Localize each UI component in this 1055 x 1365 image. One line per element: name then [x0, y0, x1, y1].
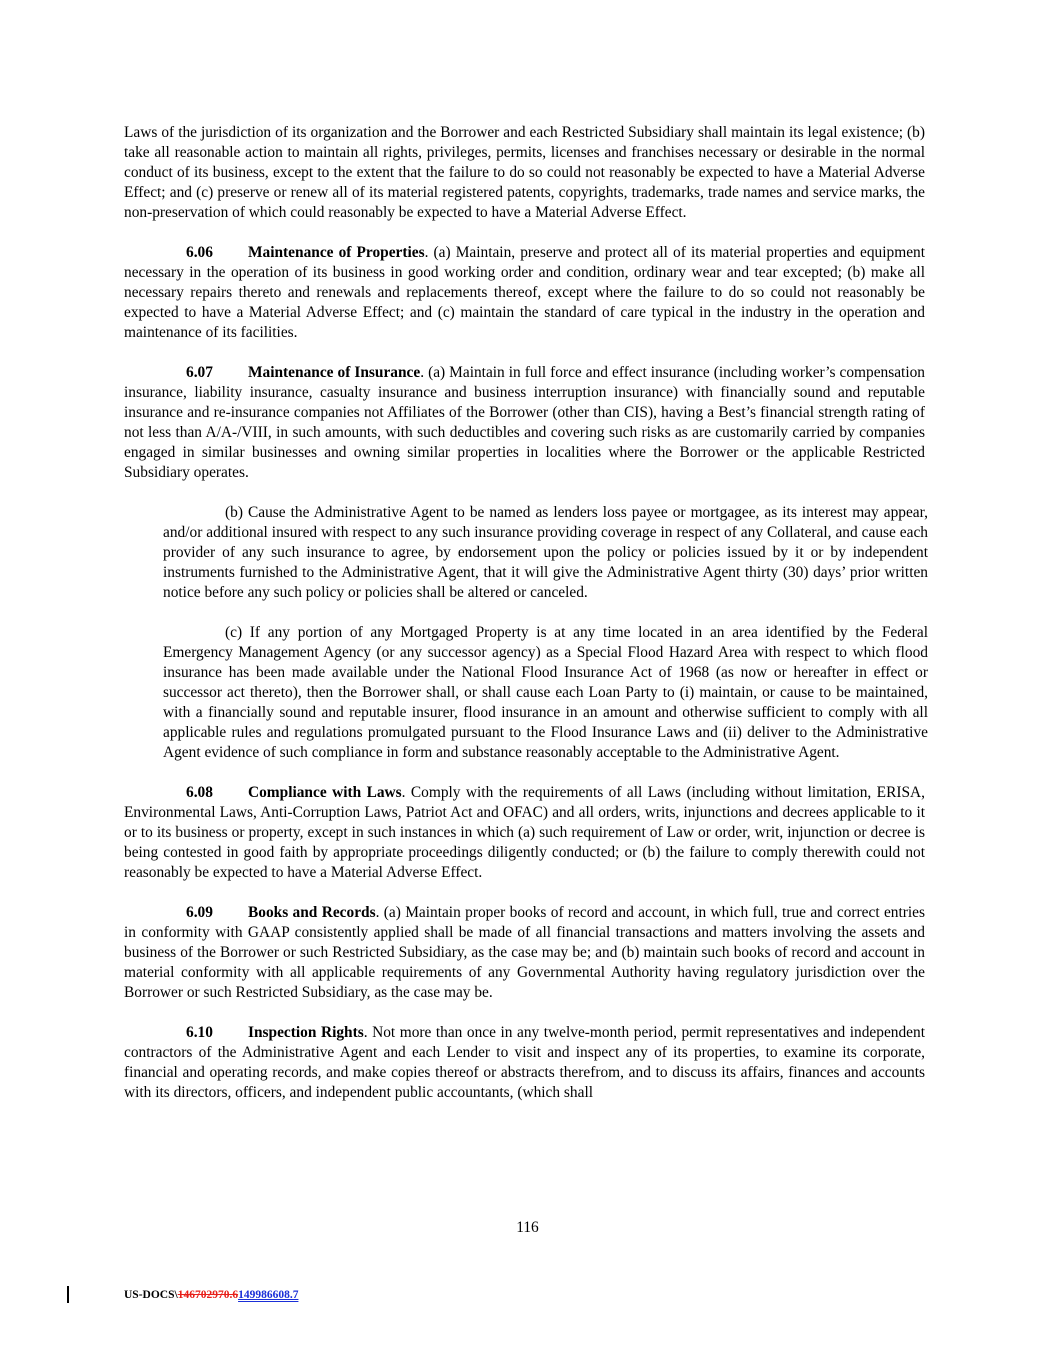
- section-6-09: [124, 903, 925, 1003]
- section-body: . Comply with the requirements of all Laws (including without limitation, ERISA, Environmental Laws, Anti-Corruption Laws, Patriot Act and OFAC) and all orders, writs, injunctions and decrees applicable to it or to its business or property, except in such instances in which (a) such requirement of Law or order, writ, injunction or decree is being contested in good faith by appropriate proceedings diligently conducted; or (b) the failure to comply therewith could not reasonably be expected to have a Material Adverse Effect.: [124, 784, 925, 881]
- subsection-b: (b) Cause the Administrative Agent to be named as lenders loss payee or mortgagee, as its interest may appear, and/or additional insured with respect to any such insurance providing coverage in respect of any Collateral, and cause each provider of any such insurance to agree, by endorsement upon the policy or policies issued by it or by independent instruments furnished to the Administrative Agent, that it will give the Administrative Agent thirty (30) days’ prior written notice before any such policy or policies shall be altered or canceled.: [163, 504, 928, 601]
- section-6-06: [124, 243, 925, 343]
- section-number: 6.09: [186, 904, 213, 921]
- section-heading: Compliance with Laws: [248, 784, 402, 801]
- section-body: . Not more than once in any twelve-month period, permit representatives and independent contractors of the Administrative Agent and each Lender to visit and inspect any of its properties, to examine its corporate, financial and operating records, and make copies thereof or abstracts therefrom, and to discuss its affairs, finances and accounts with its directors, officers, and independent public accountants, (which shall: [124, 1024, 925, 1101]
- section-body: . (a) Maintain proper books of record and account, in which full, true and correct entries in conformity with GAAP consistently applied shall be made of all financial transactions and matters involving the assets and business of the Borrower or such Restricted Subsidiary, as the case may be; and (b) maintain such books of record and account in material conformity with all applicable requirements of any Governmental Authority having regulatory jurisdiction over the Borrower or such Restricted Subsidiary, as the case may be.: [124, 904, 925, 1001]
- section-body: . (a) Maintain, preserve and protect all of its material properties and equipment necessary in the operation of its business in good working order and condition, ordinary wear and tear excepted; (b) make all necessary repairs thereto and renewals and replacements thereof, except where the failure to do so could not reasonably be expected to have a Material Adverse Effect; and (c) maintain the standard of care typical in the industry in the operation and maintenance of its facilities.: [124, 244, 925, 341]
- section-number: 6.10: [186, 1024, 213, 1041]
- doc-id-deleted: 146702970.6: [177, 1289, 239, 1301]
- section-heading: Books and Records: [248, 904, 376, 921]
- document-id-footer: [124, 1289, 298, 1301]
- intro-paragraph: Laws of the jurisdiction of its organization and the Borrower and each Restricted Subsidiary shall maintain its legal existence; (b) take all reasonable action to maintain all rights, privileges, permits, licenses and franchises necessary or desirable in the normal conduct of its business, except to the extent that the failure to do so could not reasonably be expected to have a Material Adverse Effect; and (c) preserve or renew all of its material registered patents, copyrights, trademarks, trade names and service marks, the non-preservation of which could reasonably be expected to have a Material Adverse Effect.: [124, 124, 925, 221]
- doc-id-prefix: US-DOCS\: [124, 1289, 178, 1301]
- section-6-07: [124, 363, 925, 483]
- section-heading: Maintenance of Properties: [248, 244, 425, 261]
- document-body: [124, 123, 928, 1103]
- section-number: 6.06: [186, 244, 213, 261]
- page-number: 116: [516, 1219, 539, 1236]
- doc-id-inserted: 149986608.7: [238, 1289, 299, 1301]
- section-body: . (a) Maintain in full force and effect insurance (including worker’s compensation insurance, liability insurance, casualty insurance and business interruption insurance) with financially sound and reputable insurance and re-insurance companies not Affiliates of the Borrower (other than CIS), having a Best’s financial strength rating of not less than A/A-/VIII, in such amounts, with such deductibles and covering such risks as are customarily carried by companies engaged in similar businesses and owning similar properties in localities where the Borrower or the applicable Restricted Subsidiary operates.: [124, 364, 925, 481]
- section-number: 6.08: [186, 784, 213, 801]
- section-6-08: [124, 783, 925, 883]
- section-number: 6.07: [186, 364, 213, 381]
- section-6-10: [124, 1023, 925, 1103]
- section-heading: Inspection Rights: [248, 1024, 364, 1041]
- subsection-c: (c) If any portion of any Mortgaged Property is at any time located in an area identified by the Federal Emergency Management Agency (or any successor agency) as a Special Flood Hazard Area with respect to which flood insurance has been made available under the National Flood Insurance Act of 1968 (as now or hereafter in effect or successor act thereto), then the Borrower shall, or shall cause each Loan Party to (i) maintain, or cause to be maintained, with a financially sound and reputable insurer, flood insurance in an amount and otherwise sufficient to comply with all applicable rules and regulations promulgated pursuant to the Flood Insurance Laws and (ii) deliver to the Administrative Agent evidence of such compliance in form and substance reasonably acceptable to the Administrative Agent.: [163, 624, 928, 761]
- change-bar: [67, 1286, 69, 1303]
- section-heading: Maintenance of Insurance: [248, 364, 421, 381]
